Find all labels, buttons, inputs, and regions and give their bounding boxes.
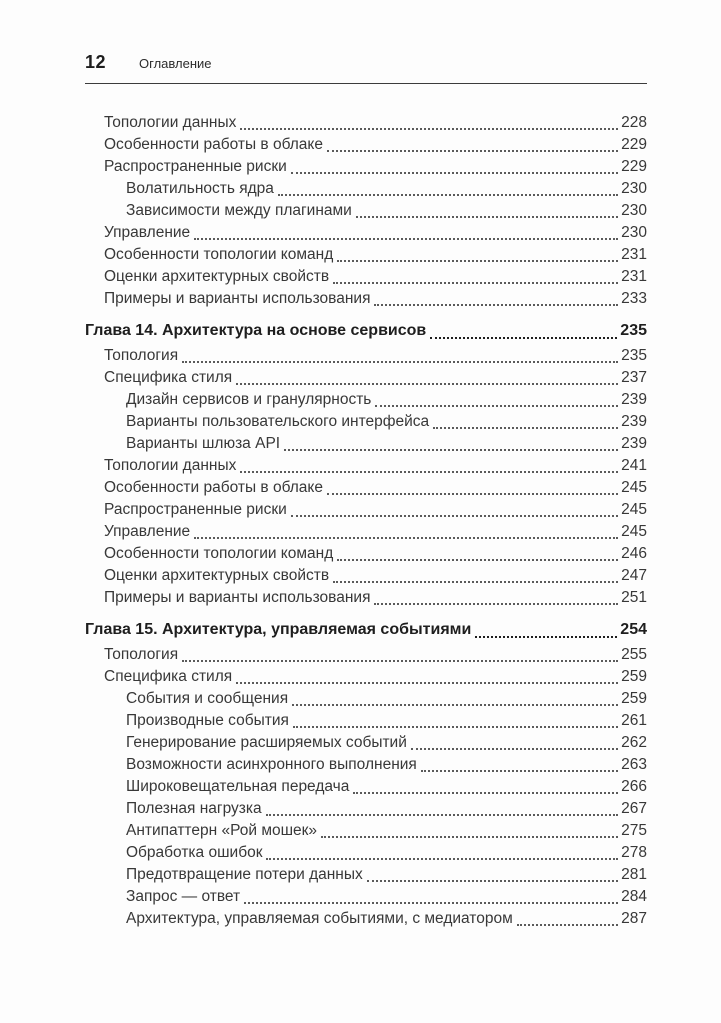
toc-entry-page-number: 239 [621, 391, 647, 408]
toc-entry-title: Особенности работы в облаке [104, 136, 324, 153]
toc-entry-row [85, 389, 647, 411]
toc-entry-page-number: 266 [621, 778, 647, 795]
toc-entry-title: Управление [104, 224, 191, 241]
toc-entry-page-number: 235 [620, 322, 647, 339]
toc-entry-page-number: 259 [621, 668, 647, 685]
toc-entry-page-number: 233 [621, 290, 647, 307]
dotted-leader [236, 682, 618, 684]
toc-entry-row [85, 732, 647, 754]
toc-entry-row [85, 345, 647, 367]
toc-entry-page-number: 228 [621, 114, 647, 131]
toc-entry-row [85, 266, 647, 288]
toc-entry-title: Варианты шлюза API [126, 435, 281, 452]
dotted-leader [433, 427, 618, 429]
toc-entry-page-number: 261 [621, 712, 647, 729]
dotted-leader [284, 449, 618, 451]
dotted-leader [517, 924, 618, 926]
toc-entry-page-number: 245 [621, 479, 647, 496]
toc-entry-title: Особенности работы в облаке [104, 479, 324, 496]
toc-entry-title: Предотвращение потери данных [126, 866, 363, 883]
toc-entry-page-number: 230 [621, 202, 647, 219]
toc-entry-row [85, 455, 647, 477]
toc-entry-row [85, 666, 647, 688]
toc-entry-page-number: 281 [621, 866, 647, 883]
dotted-leader [337, 559, 618, 561]
toc-entry-title: Топология [104, 646, 179, 663]
toc-entry-row [85, 411, 647, 433]
running-head-title: Оглавление [139, 56, 212, 71]
dotted-leader [353, 792, 618, 794]
dotted-leader [327, 493, 618, 495]
dotted-leader [182, 660, 618, 662]
dotted-leader [411, 748, 618, 750]
toc-entry-page-number: 230 [621, 224, 647, 241]
dotted-leader [375, 405, 618, 407]
toc-entry-title: Распространенные риски [104, 158, 287, 175]
toc-entry-page-number: 246 [621, 545, 647, 562]
dotted-leader [240, 128, 618, 130]
toc-entry-row [85, 178, 647, 200]
toc-entry-title: Дизайн сервисов и гранулярность [126, 391, 372, 408]
dotted-leader [321, 836, 618, 838]
dotted-leader [266, 814, 619, 816]
toc-entry-row [85, 244, 647, 266]
toc-entry-page-number: 241 [621, 457, 647, 474]
dotted-leader [374, 304, 618, 306]
dotted-leader [333, 581, 618, 583]
toc-entry-title: Распространенные риски [104, 501, 287, 518]
dotted-leader [333, 282, 618, 284]
dotted-leader [374, 603, 618, 605]
toc-entry-page-number: 229 [621, 158, 647, 175]
toc-entry-page-number: 287 [621, 910, 647, 927]
dotted-leader [266, 858, 618, 860]
toc-entry-title: Производные события [126, 712, 289, 729]
toc-entry-page-number: 237 [621, 369, 647, 386]
toc-entry-page-number: 229 [621, 136, 647, 153]
toc-entry-page-number: 245 [621, 523, 647, 540]
toc-entry-title: Топологии данных [104, 457, 237, 474]
toc-entry-page-number: 230 [621, 180, 647, 197]
dotted-leader [421, 770, 618, 772]
toc-entry-row [85, 864, 647, 886]
dotted-leader [430, 337, 617, 339]
toc-entry-row [85, 842, 647, 864]
toc-entry-row [85, 433, 647, 455]
toc-entry-row [85, 499, 647, 521]
toc-entry-page-number: 245 [621, 501, 647, 518]
toc-entry-title: Оценки архитектурных свойств [104, 268, 330, 285]
toc-entry-row [85, 222, 647, 244]
toc-entry-row [85, 776, 647, 798]
dotted-leader [244, 902, 618, 904]
toc-entry-title: Примеры и варианты использования [104, 589, 371, 606]
dotted-leader [327, 150, 618, 152]
toc-entry-page-number: 284 [621, 888, 647, 905]
dotted-leader [194, 537, 618, 539]
toc-entry-title: Полезная нагрузка [126, 800, 262, 817]
toc-entry-row [85, 820, 647, 842]
toc-entry-row [85, 886, 647, 908]
toc-entry-title: Топологии данных [104, 114, 237, 131]
toc-entry-title: Волатильность ядра [126, 180, 274, 197]
toc-entry-page-number: 275 [621, 822, 647, 839]
dotted-leader [293, 726, 618, 728]
toc-entry-title: Оценки архитектурных свойств [104, 567, 330, 584]
dotted-leader [182, 361, 618, 363]
toc-entry-page-number: 239 [621, 435, 647, 452]
toc-entry-page-number: 259 [621, 690, 647, 707]
dotted-leader [337, 260, 618, 262]
toc-entry-page-number: 262 [621, 734, 647, 751]
toc-entry-row [85, 288, 647, 310]
toc-entry-row [85, 908, 647, 930]
toc-entry-page-number: 251 [621, 589, 647, 606]
toc-entry-page-number: 254 [620, 621, 647, 638]
toc-entry-title: Запрос — ответ [126, 888, 241, 905]
toc-entry-title: Архитектура, управляемая событиями, с медиатором [126, 910, 513, 927]
toc-entry-page-number: 231 [621, 268, 647, 285]
toc-entry-page-number: 278 [621, 844, 647, 861]
dotted-leader [240, 471, 618, 473]
toc-entry-title: Варианты пользовательского интерфейса [126, 413, 430, 430]
toc-entry-title: Управление [104, 523, 191, 540]
dotted-leader [236, 383, 618, 385]
toc-entry-row [85, 112, 647, 134]
dotted-leader [475, 636, 617, 638]
toc-chapter-row [85, 619, 647, 641]
toc-entry-row [85, 688, 647, 710]
toc-entry-title: События и сообщения [126, 690, 289, 707]
toc-entry-title: Обработка ошибок [126, 844, 263, 861]
dotted-leader [278, 194, 618, 196]
toc-entry-title: Специфика стиля [104, 369, 233, 386]
toc-entry-page-number: 231 [621, 246, 647, 263]
toc-entry-title: Топология [104, 347, 179, 364]
toc-entry-page-number: 255 [621, 646, 647, 663]
dotted-leader [291, 515, 618, 517]
toc-entry-row [85, 156, 647, 178]
toc-chapter-title: Глава 14. Архитектура на основе сервисов [85, 322, 427, 339]
dotted-leader [367, 880, 618, 882]
toc-entry-row [85, 710, 647, 732]
toc-entry-row [85, 798, 647, 820]
toc-entry-row [85, 477, 647, 499]
toc-entry-title: Примеры и варианты использования [104, 290, 371, 307]
toc-entry-page-number: 239 [621, 413, 647, 430]
toc-entry-title: Специфика стиля [104, 668, 233, 685]
toc-entry-title: Антипаттерн «Рой мошек» [126, 822, 318, 839]
toc-entry-row [85, 200, 647, 222]
dotted-leader [356, 216, 618, 218]
toc-entry-row [85, 543, 647, 565]
toc-entry-title: Особенности топологии команд [104, 246, 334, 263]
toc-chapter-row [85, 320, 647, 342]
toc-entry-title: Генерирование расширяемых событий [126, 734, 407, 751]
toc-entry-row [85, 644, 647, 666]
toc-entry-title: Возможности асинхронного выполнения [126, 756, 417, 773]
toc-entry-row [85, 367, 647, 389]
dotted-leader [292, 704, 618, 706]
toc-entry-page-number: 235 [621, 347, 647, 364]
toc-entry-title: Зависимости между плагинами [126, 202, 352, 219]
toc-chapter-title: Глава 15. Архитектура, управляемая событиями [85, 621, 472, 638]
dotted-leader [194, 238, 618, 240]
toc-entry-row [85, 565, 647, 587]
toc-entry-title: Широковещательная передача [126, 778, 350, 795]
toc-entry-row [85, 134, 647, 156]
running-head [85, 52, 647, 84]
toc-entry-page-number: 267 [621, 800, 647, 817]
dotted-leader [291, 172, 618, 174]
toc-entry-page-number: 247 [621, 567, 647, 584]
toc-entry-row [85, 587, 647, 609]
toc-entry-row [85, 754, 647, 776]
page-number: 12 [85, 52, 107, 72]
toc-entry-row [85, 521, 647, 543]
toc-entry-title: Особенности топологии команд [104, 545, 334, 562]
toc-list [85, 112, 647, 930]
toc-entry-page-number: 263 [621, 756, 647, 773]
